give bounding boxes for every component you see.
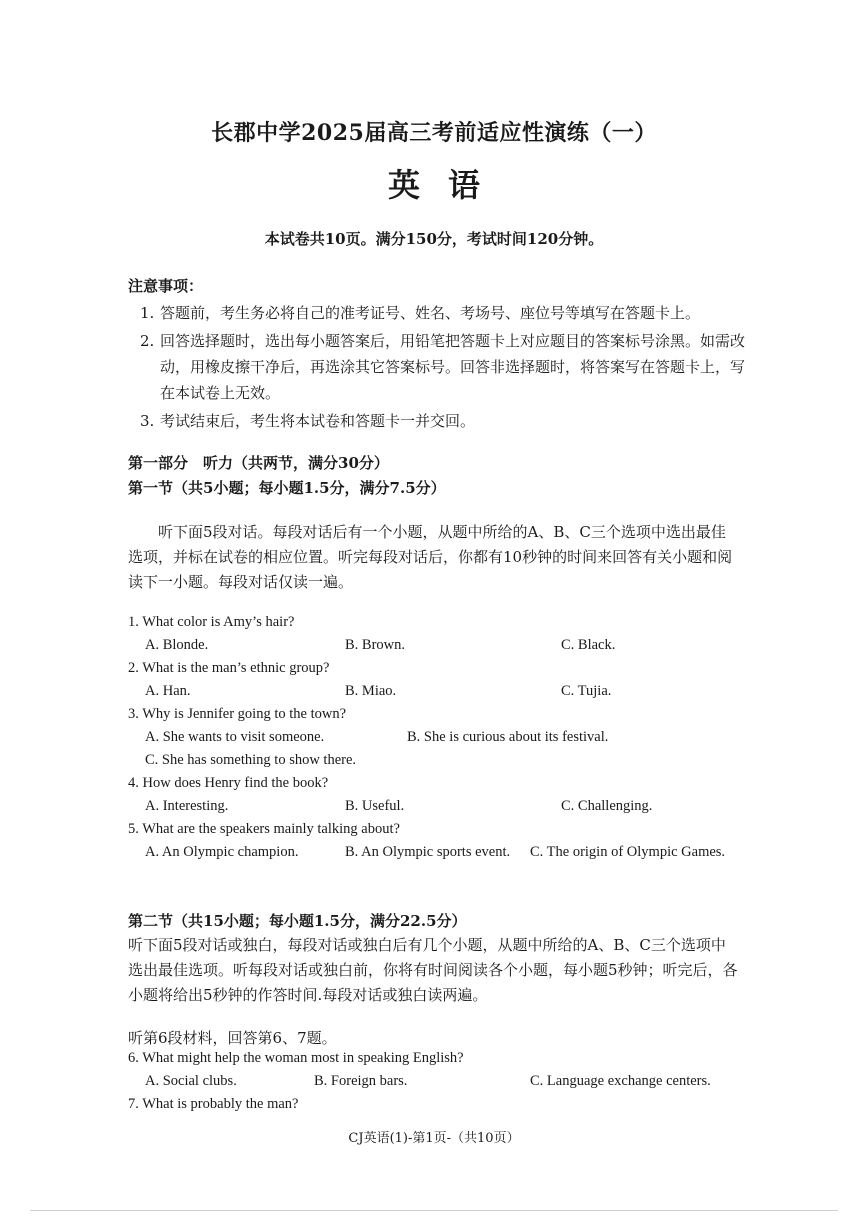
option-b: B. Miao. bbox=[345, 683, 397, 699]
option-b: B. Brown. bbox=[345, 637, 406, 653]
section1-instructions: 听下面5段对话。每段对话后有一个小题，从题中所给的A、B、C三个选项中选出最佳选项，并标在试卷的相应位置。听完每段对话后，你都有10秒钟的时间来回答有关小题和阅读下一小题。每段对话仅读一遍。 bbox=[128, 523, 733, 591]
section2-instructions: 听下面5段对话或独白，每段对话或独白后有几个小题，从题中所给的A、B、C三个选项中选出最佳选项。听每段对话或独白前，你将有时间阅读各个小题，每小题5秒钟；听完后，各小题将给出5秒钟的作答时间.每段对话或独白读两遍。 bbox=[128, 936, 738, 1004]
section2-heading: 第二节（共15小题；每小题1.5分，满分22.5分） bbox=[128, 912, 467, 930]
option-c: C. She has something to show there. bbox=[145, 752, 357, 768]
notice-text: 答题前，考生务必将自己的准考证号、姓名、考场号、座位号等填写在答题卡上。 bbox=[160, 304, 701, 322]
question-5: 5. What are the speakers mainly talking about? bbox=[128, 821, 400, 837]
option-a: A. An Olympic champion. bbox=[145, 844, 299, 860]
notice-number: 2. bbox=[140, 332, 155, 350]
option-b: B. She is curious about its festival. bbox=[407, 729, 609, 745]
option-a: A. Interesting. bbox=[145, 798, 229, 814]
notice-text: 考试结束后，考生将本试卷和答题卡一并交回。 bbox=[160, 412, 476, 430]
question-1: 1. What color is Amy’s hair? bbox=[128, 614, 295, 630]
material-6-heading: 听第6段材料，回答第6、7题。 bbox=[128, 1029, 337, 1047]
notice-number: 3. bbox=[140, 412, 155, 430]
question-4: 4. How does Henry find the book? bbox=[128, 775, 329, 791]
notice-list bbox=[140, 300, 750, 434]
page-bottom-divider bbox=[30, 1210, 838, 1211]
question-3: 3. Why is Jennifer going to the town? bbox=[128, 706, 347, 722]
question-2: 2. What is the man’s ethnic group? bbox=[128, 660, 330, 676]
option-c: C. Tujia. bbox=[561, 683, 612, 699]
option-a: A. Social clubs. bbox=[145, 1073, 237, 1089]
option-c: C. Black. bbox=[561, 637, 616, 653]
option-a: A. She wants to visit someone. bbox=[145, 729, 325, 745]
notice-text: 回答选择题时，选出每小题答案后，用铅笔把答题卡上对应题目的答案标号涂黑。如需改动，用橡皮擦干净后，再选涂其它答案标号。回答非选择题时，将答案写在答题卡上，写在本试卷上无效。 bbox=[160, 332, 746, 402]
question-6: 6. What might help the woman most in speaking English? bbox=[128, 1050, 464, 1066]
page-footer: CJ英语(1)-第1页-（共10页） bbox=[348, 1131, 520, 1146]
option-b: B. An Olympic sports event. bbox=[345, 844, 511, 860]
notice-item bbox=[140, 300, 750, 326]
notice-number: 1. bbox=[140, 304, 155, 322]
subject-title: 英语 bbox=[387, 166, 508, 204]
option-c: C. Language exchange centers. bbox=[530, 1073, 711, 1089]
notice-item bbox=[140, 408, 750, 434]
option-c: C. Challenging. bbox=[561, 798, 653, 814]
option-b: B. Useful. bbox=[345, 798, 405, 814]
option-a: A. Han. bbox=[145, 683, 191, 699]
notice-heading: 注意事项： bbox=[128, 277, 204, 295]
exam-info: 本试卷共10页。满分150分，考试时间120分钟。 bbox=[264, 230, 604, 248]
notice-item bbox=[140, 328, 750, 406]
option-b: B. Foreign bars. bbox=[314, 1073, 408, 1089]
question-7: 7. What is probably the man? bbox=[128, 1096, 299, 1112]
section1-heading: 第一节（共5小题；每小题1.5分，满分7.5分） bbox=[128, 479, 446, 497]
option-c: C. The origin of Olympic Games. bbox=[530, 844, 726, 860]
option-a: A. Blonde. bbox=[145, 637, 209, 653]
part1-heading: 第一部分 听力（共两节，满分30分） bbox=[128, 454, 389, 472]
exam-title: 长郡中学2025届高三考前适应性演练（一） bbox=[211, 120, 657, 146]
